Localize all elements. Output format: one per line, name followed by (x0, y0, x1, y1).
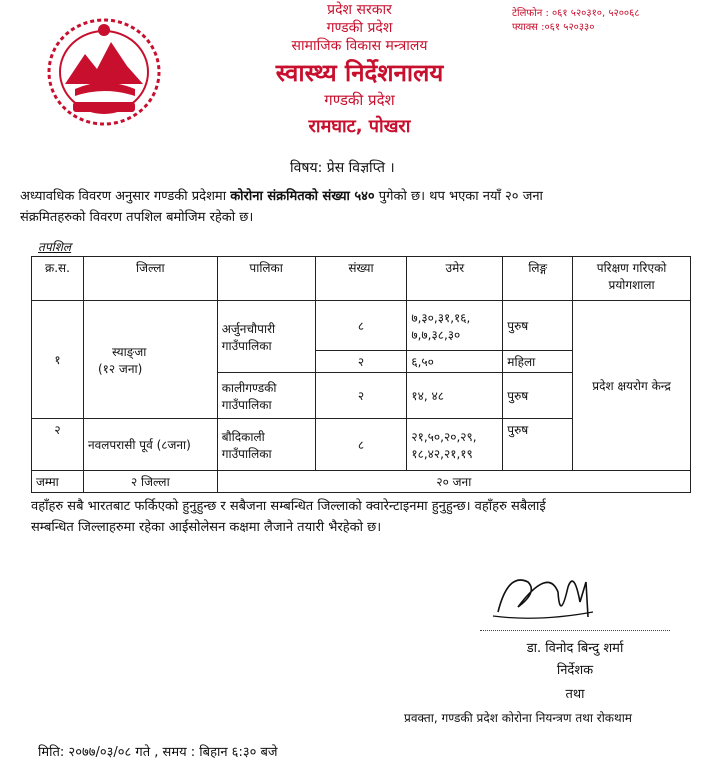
row-count: ८ (315, 419, 407, 471)
row-district: नवलपरासी पूर्व (८जना) (83, 419, 217, 471)
col-header-lab: परिक्षण गरिएको प्रयोगशाला (573, 257, 691, 301)
col-header-age: उमेर (407, 257, 503, 301)
total-districts: २ जिल्ला (83, 471, 217, 493)
closing-line-2: सम्बन्धित जिल्लाहरुमा रहेका आईसोलेसन कक्षमा लैजाने तयारी भैरहेको छ। (31, 520, 382, 535)
table-total-row (32, 471, 691, 493)
row-palika: कालीगण्डकी गाउँपालिका (217, 373, 315, 419)
issue-date: मिति: २०७७/०३/०८ गते , समय : बिहान ६:३० बजे (38, 745, 278, 760)
row-sn: १ (32, 301, 84, 419)
row-count: २ (315, 351, 407, 373)
row-ages: ६,५० (407, 351, 503, 373)
row-district (83, 301, 217, 419)
subject-line: विषय: प्रेस विज्ञप्ति । (290, 160, 395, 176)
table-row (32, 301, 691, 351)
row-palika: अर्जुनचौपारी गाउँपालिका (217, 301, 315, 373)
cases-table (31, 256, 691, 493)
row-gender: पुरुष (503, 419, 573, 471)
fax-number: फ्याक्स :०६१ ५२०३३० (512, 22, 595, 33)
row-ages: १४, ४८ (407, 373, 503, 419)
table-caption: तपशिल (38, 240, 72, 254)
col-header-count: संख्या (315, 257, 407, 301)
intro-line-2: संक्रमितहरुको विवरण तपशिल बमोजिम रहेको छ। (20, 210, 254, 225)
row-gender: पुरुष (503, 301, 573, 351)
intro-text-1: अध्यावधिक विवरण अनुसार गण्डकी प्रदेशमा (20, 189, 231, 204)
signature (488, 562, 598, 628)
signatory-title: निर्देशक (556, 663, 594, 678)
office-name: स्वास्थ्य निर्देशनालय (275, 59, 444, 87)
row-count: ८ (315, 301, 407, 351)
phone-number: टेलिफोन : ०६१ ५२०३१०, ५२००६८ (512, 8, 640, 19)
signatory-role: प्रवक्ता, गण्डकी प्रदेश कोरोना नियन्त्रण तथा रोकथाम (404, 711, 632, 725)
row-count: २ (315, 373, 407, 419)
row-gender: पुरुष (503, 373, 573, 419)
header-line-2: गण्डकी प्रदेश (326, 20, 393, 36)
row-sn: २ (32, 419, 84, 471)
total-label: जम्मा (32, 471, 84, 493)
office-province: गण्डकी प्रदेश (324, 91, 395, 109)
closing-line-1: वहाँहरु सबै भारतबाट फर्किएको हुनुहुन्छ र सबैजना सम्बन्धित जिल्लाको क्वारेन्टाइनमा हुनुहुन्छ। वहाँहरु सबैलाई (31, 499, 546, 514)
row-palika: बौदिकाली गाउँपालिका (217, 419, 315, 471)
col-header-palika: पालिका (217, 257, 315, 301)
lab-name: प्रदेश क्षयरोग केन्द्र (573, 301, 691, 471)
contact-block (512, 7, 640, 35)
intro-text-2: पुगेको छ। थप भएका नयाँ २० जना (374, 189, 543, 204)
district-count: (१२ जना) (97, 361, 143, 376)
ministry-name: सामाजिक विकास मन्त्रालय (291, 38, 428, 54)
row-ages: ७,३०,३१,१६, ७,७,३८,३० (407, 301, 503, 351)
row-ages: २१,५०,२०,२९, १८,४२,२१,१९ (407, 419, 503, 471)
intro-paragraph (20, 186, 710, 228)
col-header-sn: क्र.स. (32, 257, 84, 301)
nepal-emblem (45, 14, 163, 126)
office-location: रामघाट, पोखरा (308, 116, 411, 137)
signatory-name: डा. विनोद बिन्दु शर्मा (526, 641, 624, 656)
total-persons: २० जना (217, 471, 690, 493)
signatory-conj: तथा (565, 687, 585, 702)
col-header-district: जिल्ला (83, 257, 217, 301)
closing-paragraph (31, 496, 711, 538)
signature-line (480, 630, 670, 631)
row-gender: महिला (503, 351, 573, 373)
table-header-row (32, 257, 691, 301)
col-header-gender: लिङ्ग (503, 257, 573, 301)
intro-highlight: कोरोना संक्रमितको संख्या ५४० (230, 189, 375, 204)
district-name: स्याङ्जा (111, 344, 147, 359)
header-line-1: प्रदेश सरकार (327, 2, 392, 18)
